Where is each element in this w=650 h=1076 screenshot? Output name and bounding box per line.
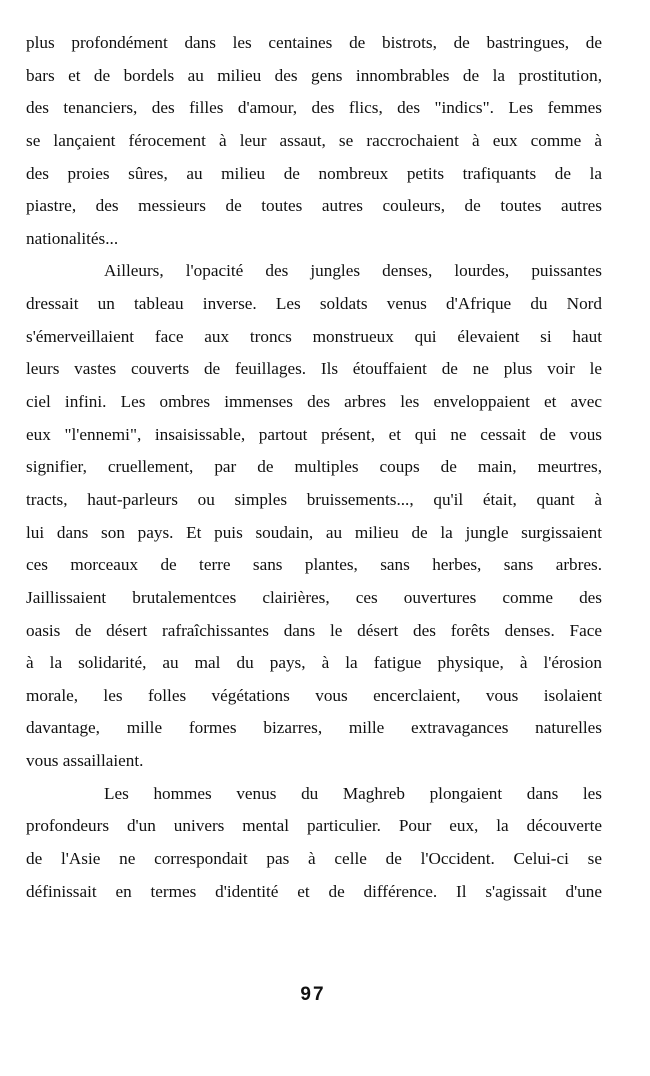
text-line: s'émerveillaient face aux troncs monstrueux qui élevaient si haut xyxy=(26,326,602,346)
text-line: davantage, mille formes bizarres, mille extravagances naturelles xyxy=(26,718,602,738)
text-line: de l'Asie ne correspondait pas à celle de l'Occident. Celui-ci se xyxy=(26,849,602,869)
body-text xyxy=(26,27,602,908)
text-line: tracts, haut-parleurs ou simples bruissements..., qu'il était, quant à xyxy=(26,489,602,509)
text-line: définissait en termes d'identité et de différence. Il s'agissait d'une xyxy=(26,881,602,901)
text-line: Jaillissaient brutalementces clairières, ces ouvertures comme des xyxy=(26,587,602,607)
text-line: ces morceaux de terre sans plantes, sans herbes, sans arbres. xyxy=(26,555,602,575)
text-line: piastre, des messieurs de toutes autres couleurs, de toutes autres xyxy=(26,196,602,216)
text-line: des tenanciers, des filles d'amour, des flics, des "indics". Les femmes xyxy=(26,98,602,118)
text-line: Les hommes venus du Maghreb plongaient dans les xyxy=(104,783,602,803)
paragraph xyxy=(26,255,602,777)
text-line: morale, les folles végétations vous encerclaient, vous isolaient xyxy=(26,685,602,705)
text-line: eux "l'ennemi", insaisissable, partout présent, et qui ne cessait de vous xyxy=(26,424,602,444)
paragraph xyxy=(26,27,602,255)
text-line: leurs vastes couverts de feuillages. Ils étouffaient de ne plus voir le xyxy=(26,359,602,379)
text-line: signifier, cruellement, par de multiples coups de main, meurtres, xyxy=(26,457,602,477)
text-line: Ailleurs, l'opacité des jungles denses, lourdes, puissantes xyxy=(104,261,602,281)
text-line: dressait un tableau inverse. Les soldats venus d'Afrique du Nord xyxy=(26,294,602,314)
text-line: profondeurs d'un univers mental particulier. Pour eux, la découverte xyxy=(26,816,602,836)
text-line: oasis de désert rafraîchissantes dans le désert des forêts denses. Face xyxy=(26,620,602,640)
text-line: se lançaient férocement à leur assaut, se raccrochaient à eux comme à xyxy=(26,130,602,150)
text-line: à la solidarité, au mal du pays, à la fatigue physique, à l'érosion xyxy=(26,653,602,673)
text-line: ciel infini. Les ombres immenses des arbres les enveloppaient et avec xyxy=(26,392,602,412)
text-line: plus profondément dans les centaines de bistrots, de bastringues, de xyxy=(26,33,602,52)
text-line: des proies sûres, au milieu de nombreux petits trafiquants de la xyxy=(26,163,602,183)
text-line: lui dans son pays. Et puis soudain, au milieu de la jungle surgissaient xyxy=(26,522,602,542)
text-line: vous assaillaient. xyxy=(26,751,144,771)
text-line: nationalités... xyxy=(26,228,119,248)
paragraph xyxy=(26,778,602,909)
text-line: bars et de bordels au milieu des gens innombrables de la prostitution, xyxy=(26,65,602,85)
page-number: 97 xyxy=(300,984,326,1005)
